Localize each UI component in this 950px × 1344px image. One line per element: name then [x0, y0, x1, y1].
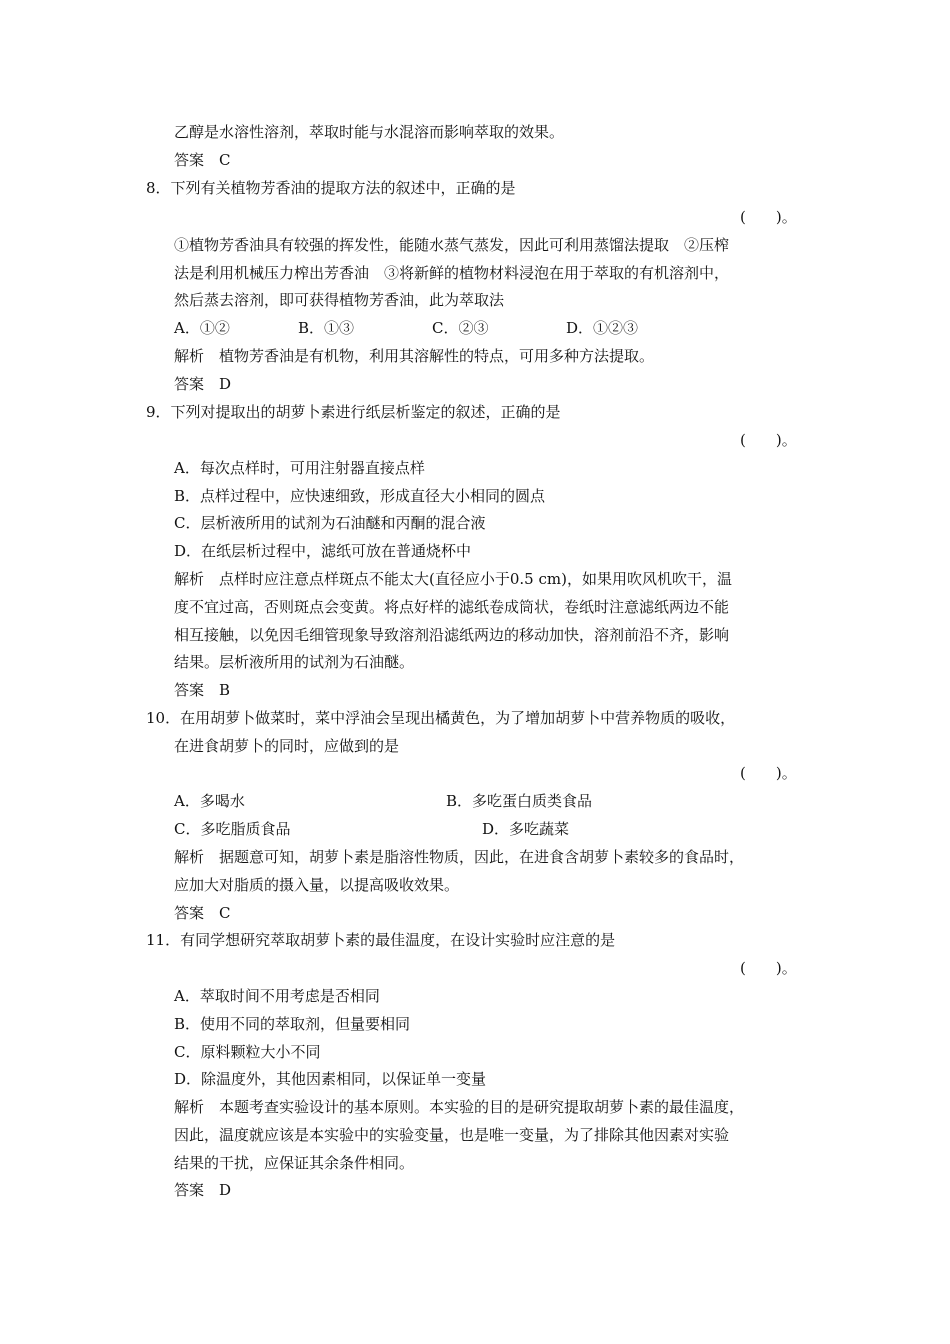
q11-answer [174, 1180, 231, 1200]
q11-stem: 11．有同学想研究萃取胡萝卜素的最佳温度，在设计实验时应注意的是 [146, 931, 616, 949]
q10-option-a: A．多喝水 [174, 792, 245, 810]
answer-value: D [219, 1181, 232, 1199]
explanation-label: 解析 [174, 1098, 205, 1116]
explanation-label: 解析 [174, 848, 205, 866]
q11-option-d: D．除温度外，其他因素相同，以保证单一变量 [174, 1070, 487, 1088]
q11-explanation-line: 结果的干扰，应保证其余条件相同。 [174, 1154, 415, 1172]
answer-value: C [219, 151, 231, 169]
answer-value: C [219, 904, 231, 922]
q10-stem-line: 在进食胡萝卜的同时，应做到的是 [174, 737, 400, 755]
q8-option-a: A．①② [174, 319, 230, 337]
q10-stem: 10．在用胡萝卜做菜时，菜中浮油会呈现出橘黄色，为了增加胡萝卜中营养物质的吸收， [146, 709, 736, 727]
q8-option-b: B．①③ [298, 319, 355, 337]
q10-explanation [174, 847, 744, 867]
q9-option-c: C．层析液所用的试剂为石油醚和丙酮的混合液 [174, 514, 486, 532]
answer-label: 答案 [174, 151, 205, 169]
q9-option-b: B．点样过程中，应快速细致，形成直径大小相同的圆点 [174, 487, 546, 505]
answer-label: 答案 [174, 375, 205, 393]
q9-answer [174, 680, 230, 700]
q8-body-line: 然后蒸去溶剂，即可获得植物芳香油，此为萃取法 [174, 291, 505, 309]
q7-answer [174, 150, 231, 170]
q10-option-c: C．多吃脂质食品 [174, 820, 291, 838]
q11-option-c: C．原料颗粒大小不同 [174, 1043, 321, 1061]
q11-option-a: A．萃取时间不用考虑是否相同 [174, 987, 380, 1005]
q8-answer [174, 374, 231, 394]
q9-explanation [174, 569, 732, 589]
q8-answer-blank: ( )。 [740, 208, 797, 226]
q8-option-c: C．②③ [432, 319, 489, 337]
q11-answer-blank: ( )。 [740, 959, 797, 977]
q9-answer-blank: ( )。 [740, 431, 797, 449]
q11-option-b: B．使用不同的萃取剂，但量要相同 [174, 1015, 411, 1033]
answer-value: B [219, 681, 231, 699]
q7-explanation-tail: 乙醇是水溶性溶剂，萃取时能与水混溶而影响萃取的效果。 [174, 123, 565, 141]
q11-explanation-line: 因此，温度就应该是本实验中的实验变量，也是唯一变量，为了排除其他因素对实验 [174, 1126, 730, 1144]
q11-explanation [174, 1097, 744, 1117]
explanation-label: 解析 [174, 570, 205, 588]
q8-body-line: 法是利用机械压力榨出芳香油 ③将新鲜的植物材料浸泡在用于萃取的有机溶剂中， [174, 264, 730, 282]
q9-explanation-line: 相互接触，以免因毛细管现象导致溶剂沿滤纸两边的移动加快，溶剂前沿不齐，影响 [174, 626, 730, 644]
answer-label: 答案 [174, 904, 205, 922]
q10-option-b: B．多吃蛋白质类食品 [446, 792, 593, 810]
q9-stem: 9．下列对提取出的胡萝卜素进行纸层析鉴定的叙述，正确的是 [146, 403, 561, 421]
answer-label: 答案 [174, 1181, 205, 1199]
explanation-text: 本题考查实验设计的基本原则。本实验的目的是研究提取胡萝卜素的最佳温度， [219, 1098, 745, 1116]
q9-option-d: D．在纸层析过程中，滤纸可放在普通烧杯中 [174, 542, 472, 560]
explanation-text: 植物芳香油是有机物，利用其溶解性的特点，可用多种方法提取。 [219, 347, 655, 365]
q8-explanation [174, 346, 654, 366]
q10-answer-blank: ( )。 [740, 764, 797, 782]
q9-explanation-line: 度不宜过高，否则斑点会变黄。将点好样的滤纸卷成筒状，卷纸时注意滤纸两边不能 [174, 598, 730, 616]
q10-explanation-line: 应加大对脂质的摄入量，以提高吸收效果。 [174, 876, 460, 894]
q10-answer [174, 903, 231, 923]
q8-option-d: D．①②③ [566, 319, 639, 337]
q9-explanation-line: 结果。层析液所用的试剂为石油醚。 [174, 653, 415, 671]
explanation-label: 解析 [174, 347, 205, 365]
explanation-text: 点样时应注意点样斑点不能太大(直径应小于0.5 cm)，如果用吹风机吹干，温 [219, 570, 732, 588]
answer-label: 答案 [174, 681, 205, 699]
q10-option-d: D．多吃蔬菜 [482, 820, 570, 838]
explanation-text: 据题意可知，胡萝卜素是脂溶性物质，因此，在进食含胡萝卜素较多的食品时， [219, 848, 745, 866]
q8-body-line: ①植物芳香油具有较强的挥发性，能随水蒸气蒸发，因此可利用蒸馏法提取 ②压榨 [174, 236, 730, 254]
q8-stem: 8．下列有关植物芳香油的提取方法的叙述中，正确的是 [146, 179, 516, 197]
q9-option-a: A．每次点样时，可用注射器直接点样 [174, 459, 425, 477]
answer-value: D [219, 375, 232, 393]
